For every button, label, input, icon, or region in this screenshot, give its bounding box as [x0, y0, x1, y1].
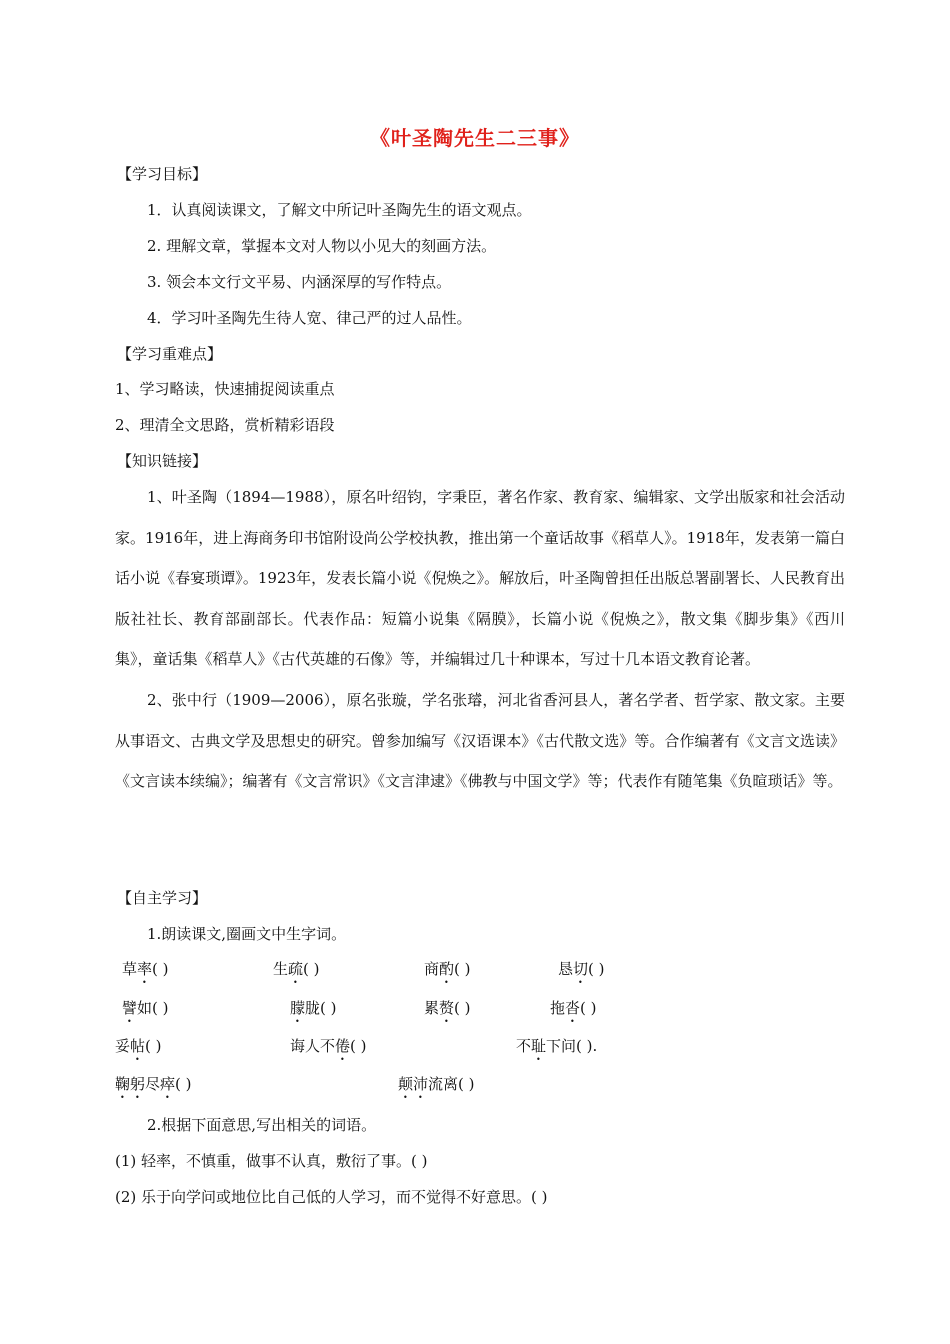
goal-item: 2. 理解文章，掌握本文对人物以小见大的刻画方法。 — [147, 237, 497, 255]
goal-item: 3. 领会本文行文平易、内涵深厚的写作特点。 — [147, 273, 452, 291]
vocab-item: 颠沛流离( ) — [398, 1075, 475, 1093]
keypoint-item: 1、学习略读，快速捕捉阅读重点 — [115, 380, 335, 398]
vocab-item: 恳切( ) — [558, 960, 605, 978]
goal-item: 4．学习叶圣陶先生待人宽、律己严的过人品性。 — [147, 309, 472, 327]
question-2: 2.根据下面意思,写出相关的词语。 — [147, 1116, 377, 1134]
vocab-item: 诲人不倦( ) — [290, 1037, 367, 1055]
vocab-item: 商酌( ) — [424, 960, 471, 978]
question-1: 1.朗读课文,圈画文中生字词。 — [147, 925, 347, 943]
vocab-item: 鞠躬尽瘁( ) — [115, 1075, 192, 1093]
vocab-item: 妥帖( ) — [115, 1037, 162, 1055]
knowledge-paragraphs — [115, 477, 845, 802]
vocab-item: 草率( ) — [122, 960, 169, 978]
vocab-item: 不耻下问( ). — [516, 1037, 598, 1055]
goal-item: 1．认真阅读课文，了解文中所记叶圣陶先生的语文观点。 — [147, 201, 532, 219]
keypoint-item: 2、理清全文思路，赏析精彩语段 — [115, 416, 335, 434]
section-heading-goals: 【学习目标】 — [117, 165, 208, 183]
author-bio-ye-shengtao: 1、叶圣陶（1894—1988），原名叶绍钧，字秉臣，著名作家、教育家、编辑家、文学出版家和社会活动家。1916年，进上海商务印书馆附设尚公学校执教，推出第一个童话故事《稻草人》。1918年，发表第一篇白话小说《春宴琐谭》。1923年，发表长篇小说《倪焕之》。解放后，叶圣陶曾担任出版总署副署长、人民教育出版社社长、教育部副部长。代表作品：短篇小说集《隔膜》，长篇小说《倪焕之》，散文集《脚步集》《西川集》，童话集《稻草人》《古代英雄的石像》等，并编辑过几十种课本，写过十几本语文教育论著。 — [115, 488, 845, 669]
vocab-item: 累赘( ) — [424, 999, 471, 1017]
definition-item: (1) 轻率，不慎重，做事不认真，敷衍了事。( ) — [115, 1152, 428, 1170]
author-bio-zhang-zhongxing: 2、张中行（1909—2006），原名张璇，学名张璿，河北省香河县人，著名学者、哲学家、散文家。主要从事语文、古典文学及思想史的研究。曾参加编写《汉语课本》《古代散文选》等。合作编著有《文言文选读》《文言读本续编》；编著有《文言常识》《文言津逮》《佛教与中国文学》等；代表作有随笔集《负暄琐话》等。 — [115, 690, 845, 791]
section-heading-keypoints: 【学习重难点】 — [117, 345, 223, 363]
section-heading-knowledge: 【知识链接】 — [117, 452, 208, 470]
definition-item: (2) 乐于向学问或地位比自己低的人学习，而不觉得不好意思。( ) — [115, 1188, 548, 1206]
document-title: 《叶圣陶先生二三事》 — [370, 126, 580, 150]
section-heading-self-study: 【自主学习】 — [117, 889, 208, 907]
vocab-item: 拖沓( ) — [550, 999, 597, 1017]
vocab-item: 朦胧( ) — [290, 999, 337, 1017]
vocab-item: 譬如( ) — [122, 999, 169, 1017]
vocab-item: 生疏( ) — [273, 960, 320, 978]
